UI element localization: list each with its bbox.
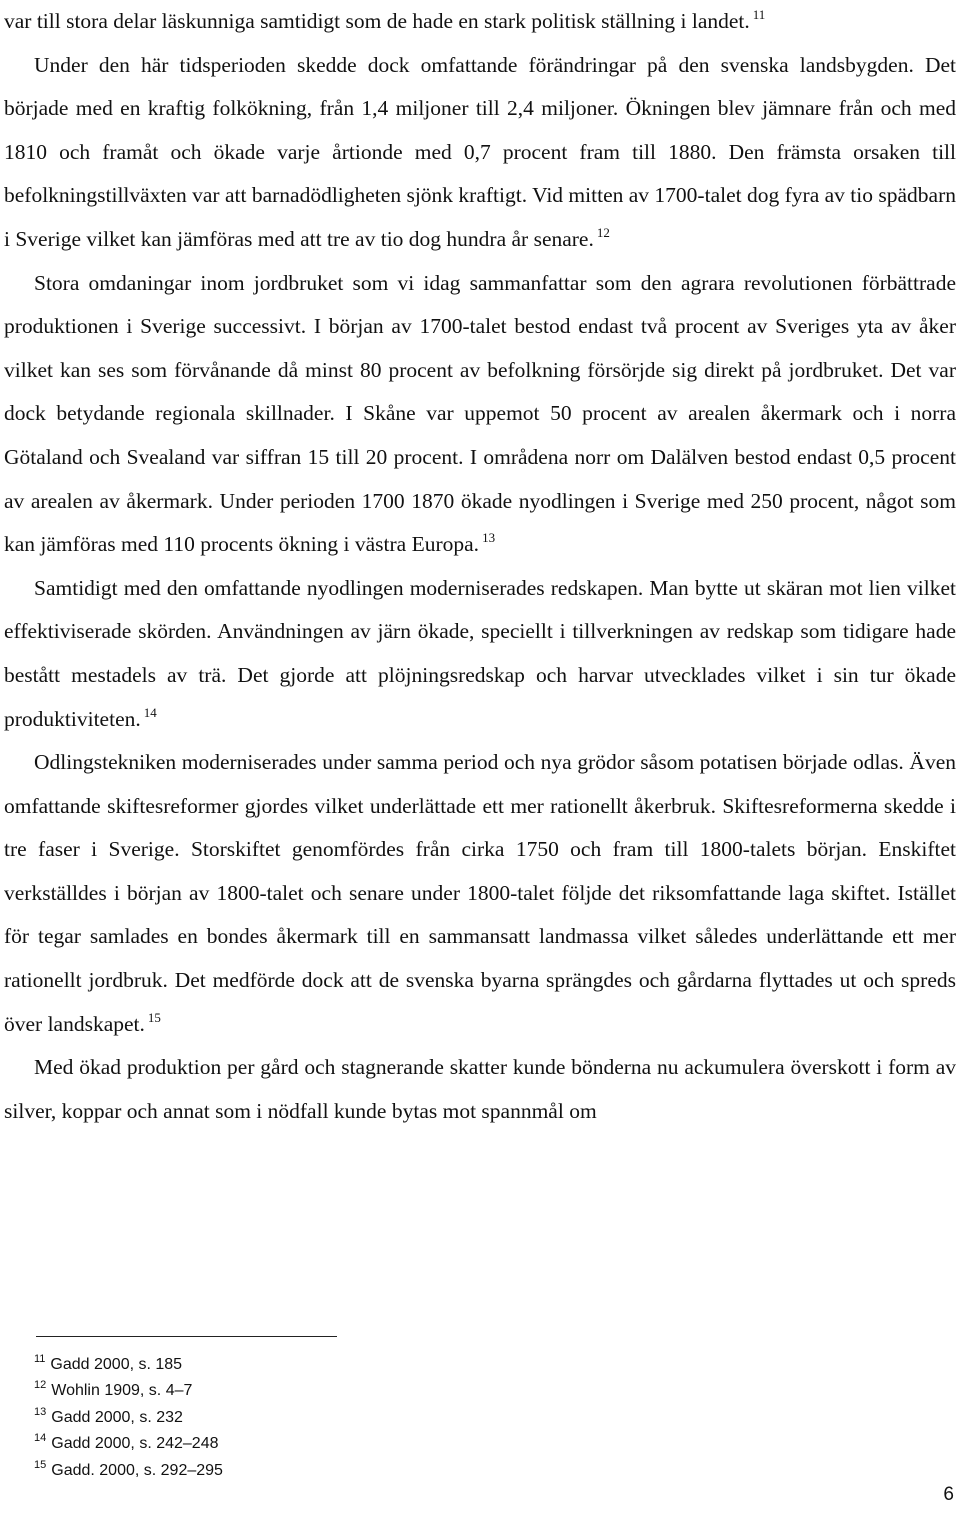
footnote-reference: 15 [147, 1009, 161, 1025]
footnote-text: Gadd 2000, s. 242–248 [51, 1435, 219, 1453]
body-text [4, 0, 956, 1133]
footnotes [34, 1352, 634, 1484]
footnote [34, 1405, 634, 1431]
paragraph-text: Samtidigt med den omfattande nyodlingen moderniserades redskapen. Man bytte ut skäran mot lien vilket effektiviserade skörden. Användningen av järn ökade, speciellt i tillverkningen av redskap som tidigare hade bestått mestadels av trä. Det gjorde att plöjningsredskap och harvar utvecklades vilket i sin tur ökade produktiviteten. [4, 575, 956, 731]
paragraph [4, 44, 956, 262]
footnote [34, 1431, 634, 1457]
page-number: 6 [943, 1484, 954, 1505]
paragraph [4, 567, 956, 741]
footnote-number: 12 [34, 1379, 47, 1392]
footnote-number: 13 [34, 1405, 47, 1418]
footnote-reference: 14 [143, 704, 157, 720]
footnote-text: Gadd 2000, s. 185 [50, 1356, 183, 1373]
paragraph-text: Odlingstekniken moderniserades under samma period och nya grödor såsom potatisen började odlas. Även omfattande skiftesreformer gjordes vilket underlättade ett mer rationellt åkerbruk. Skiftesreformerna skedde i tre faser i Sverige. Storskiftet genomfördes från cirka 1750 och fram till 1800-talets början. Enskiftet verkställdes i början av 1800-talet och senare under 1800-talet följde det riksomfattande laga skiftet. Istället för tegar samlades en bondes åkermark till en sammansatt landmassa vilket således underlättande ett mer rationellt jordbruk. Det medförde dock att de svenska byarna sprängdes och gårdarna flyttades ut och spreds över landskapet. [4, 750, 956, 1036]
paragraph [4, 262, 956, 567]
footnote-text: Wohlin 1909, s. 4–7 [51, 1382, 193, 1400]
footnote-text: Gadd 2000, s. 232 [51, 1408, 183, 1426]
paragraph [4, 0, 956, 44]
footnote [34, 1378, 634, 1404]
footnote-number: 11 [34, 1353, 46, 1365]
footnote-reference: 13 [482, 530, 496, 546]
footnote [34, 1458, 634, 1484]
footnote-number: 14 [34, 1432, 47, 1445]
paragraph [4, 741, 956, 1046]
footnote-separator [36, 1336, 337, 1337]
paragraph-text: Med ökad produktion per gård och stagnerande skatter kunde bönderna nu ackumulera överskott i form av silver, koppar och annat som i nödfall kunde bytas mot spannmål om [4, 1055, 956, 1123]
footnote-text: Gadd. 2000, s. 292–295 [51, 1461, 223, 1479]
paragraph-text: var till stora delar läskunniga samtidigt som de hade en stark politisk ställning i landet. [4, 9, 750, 33]
paragraph-text: Under den här tidsperioden skedde dock omfattande förändringar på den svenska landsbygden. Det började med en kraftig folkökning, från 1,4 miljoner till 2,4 miljoner. Ökningen blev jämnare från och med 1810 och framåt och ökade varje årtionde med 0,7 procent fram till 1880. Den främsta orsaken till befolkningstillväxten var att barnadödligheten sjönk kraftigt. Vid mitten av 1700-talet dog fyra av tio spädbarn i Sverige vilket kan jämföras med att tre av tio dog hundra år senare. [4, 52, 956, 251]
footnote-reference: 12 [596, 224, 610, 240]
footnote [34, 1352, 634, 1378]
footnote-number: 15 [34, 1458, 47, 1471]
paragraph [4, 1046, 956, 1133]
footnote-reference: 11 [752, 7, 766, 22]
paragraph-text: Stora omdaningar inom jordbruket som vi idag sammanfattar som den agrara revolutionen förbättrade produktionen i Sverige successivt. I början av 1700-talet bestod endast två procent av Sveriges yta av åker vilket kan ses som förvånande då minst 80 procent av befolkning försörjde sig direkt på jordbruket. Det var dock betydande regionala skillnader. I Skåne var uppemot 50 procent av arealen åkermark och i norra Götaland och Svealand var siffran 15 till 20 procent. I områdena norr om Dalälven bestod endast 0,5 procent av arealen av åkermark. Under perioden 1700 1870 ökade nyodlingen i Sverige med 250 procent, något som kan jämföras med 110 procents ökning i västra Europa. [4, 270, 956, 557]
